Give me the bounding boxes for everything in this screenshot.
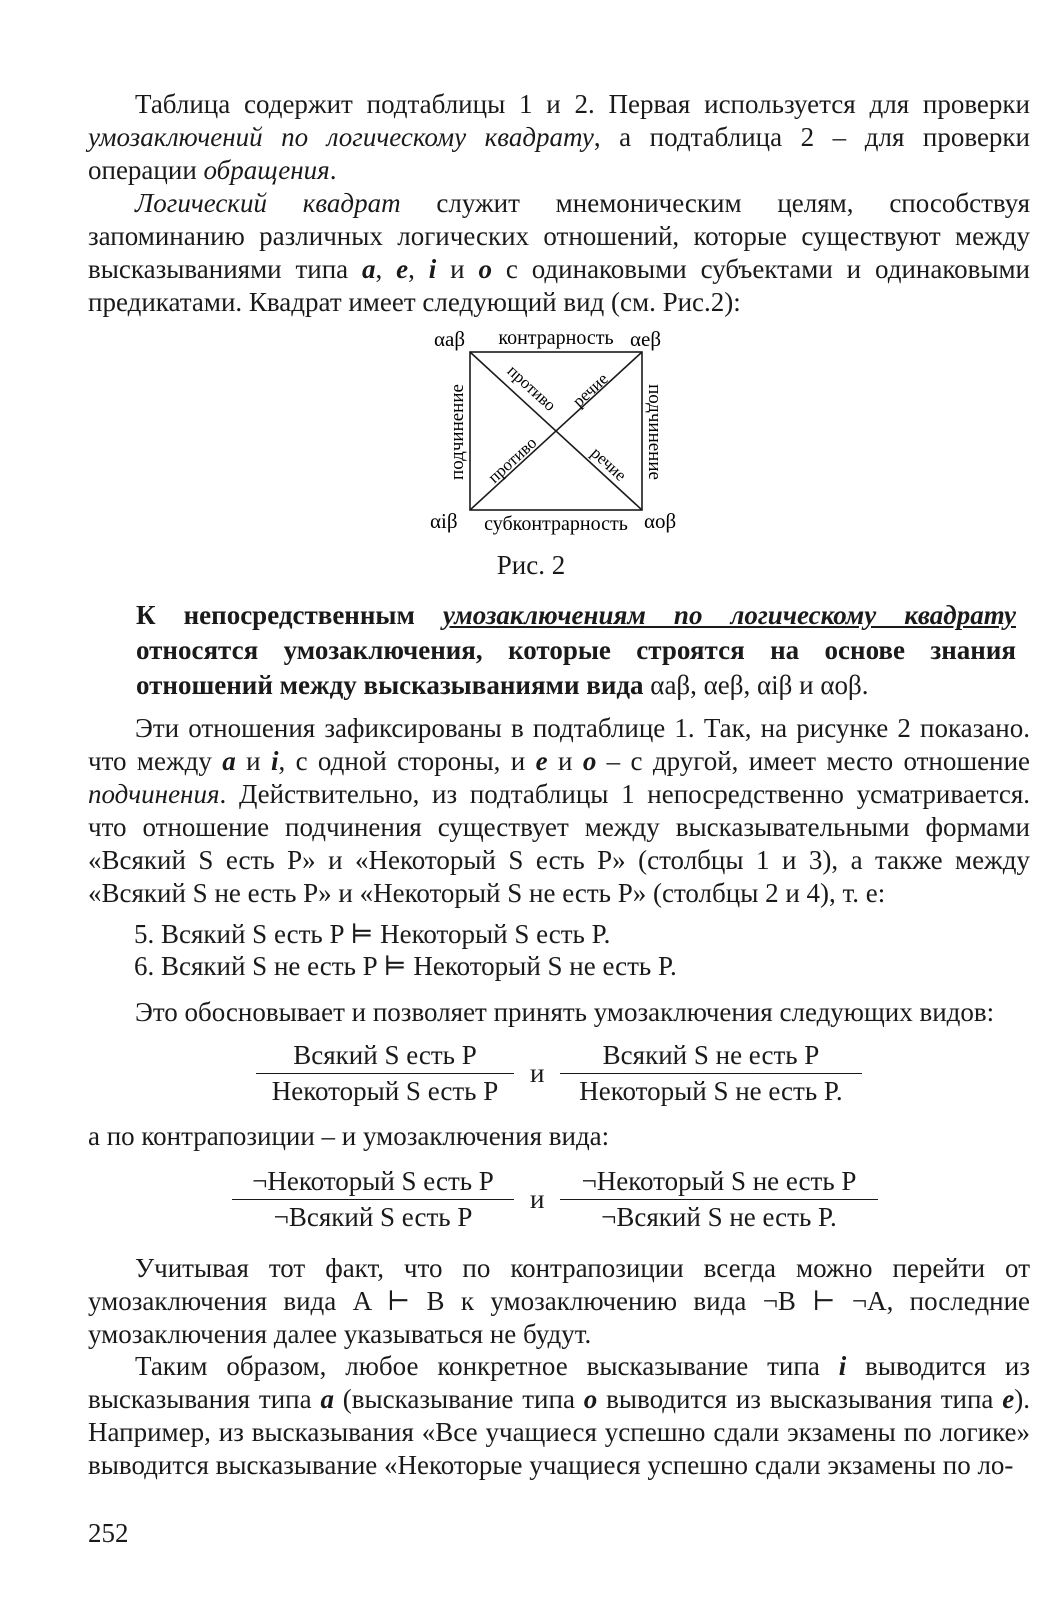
paragraph-1: Таблица содержит подтаблицы 1 и 2. Первая используется для проверки умозаключений по логическому квадрату, а подтаблица 2 – для проверки операции обращения. (88, 89, 1031, 185)
conjunction: и (530, 1058, 545, 1088)
figure-caption: Рис. 2 (496, 550, 566, 580)
diag2-label-b: речие (568, 369, 612, 411)
inference-fraction-2: Всякий S не есть P Некоторый S не есть P. (560, 1040, 862, 1107)
conjunction: и (530, 1184, 545, 1214)
label-contrary: контрарность (498, 327, 614, 349)
diag1-label-b: речие (587, 443, 631, 485)
paragraph-6: Учитывая тот факт, что по контрапозиции всегда можно перейти от умозаключения вида A ⊢ B к умозаключению вида ¬B ⊢ ¬A, последние умозаключения далее указываться не будут. (88, 1253, 1030, 1349)
paragraph-5: а по контрапозиции – и умозаключения вида: (88, 1121, 610, 1151)
paragraph-3: Эти отношения зафиксированы в подтаблице 1. Так, на рисунке 2 показано. что между a и i, с одной стороны, и e и o – с другой, имеет место отношение подчинения. Действительно, из подтаблицы 1 непосредственно усматривается. что отношение подчинения существует между высказывательными формами «Всякий S есть P» и «Некоторый S есть P» (столбцы 1 и 3), а также между «Всякий S не есть P» и «Некоторый S не есть P» (столбцы 2 и 4), т. е: (88, 713, 1031, 908)
corner-top-left: αaβ (434, 327, 466, 351)
diag2-label-a: противо (484, 433, 541, 487)
contraposition-fraction-1: ¬Некоторый S есть P ¬Всякий S есть P (232, 1166, 514, 1233)
paragraph-4: Это обосновывает и позволяет принять умозаключения следующих видов: (135, 997, 995, 1027)
bold-heading-paragraph: К непосредственным умозаключениям по логическому квадрату относятся умозаключения, которые строятся на основе знания отношений между высказываниями вида αaβ, αeβ, αiβ и αoβ. (136, 600, 1017, 700)
corner-bottom-left: αiβ (430, 509, 458, 533)
label-subcontrary: субконтрарность (484, 513, 628, 535)
label-subordination-right: подчинение (644, 384, 665, 480)
diag1-label-a: противо (503, 361, 560, 415)
contraposition-fraction-2: ¬Некоторый S не есть P ¬Всякий S не есть P. (560, 1166, 878, 1233)
corner-bottom-right: αoβ (644, 509, 677, 533)
paragraph-7: Таким образом, любое конкретное высказывание типа i выводится из высказывания типа a (высказывание типа o выводится из высказывания типа e). Например, из высказывания «Все учащиеся успешно сдали экзамены по логике» выводится высказывание «Некоторые учащиеся успешно сдали экзамены по ло- (88, 1351, 1031, 1480)
inference-fraction-1: Всякий S есть P Некоторый S есть P (256, 1040, 514, 1107)
logical-square-diagram (430, 322, 690, 542)
page-number: 252 (88, 1518, 129, 1548)
paragraph-2: Логический квадрат служит мнемоническим целям, способствуя запоминанию различных логических отношений, которые существуют между высказываниями типа a, e, i и o с одинаковыми субъектами и одинаковыми предикатами. Квадрат имеет следующий вид (см. Рис.2): (88, 188, 1031, 317)
list-item: 6. Всякий S не есть P ⊨ Некоторый S не есть P. (134, 951, 677, 981)
corner-top-right: αeβ (630, 327, 662, 351)
list-item: 5. Всякий S есть P ⊨ Некоторый S есть P. (134, 919, 611, 949)
label-subordination-left: подчинение (447, 384, 468, 480)
